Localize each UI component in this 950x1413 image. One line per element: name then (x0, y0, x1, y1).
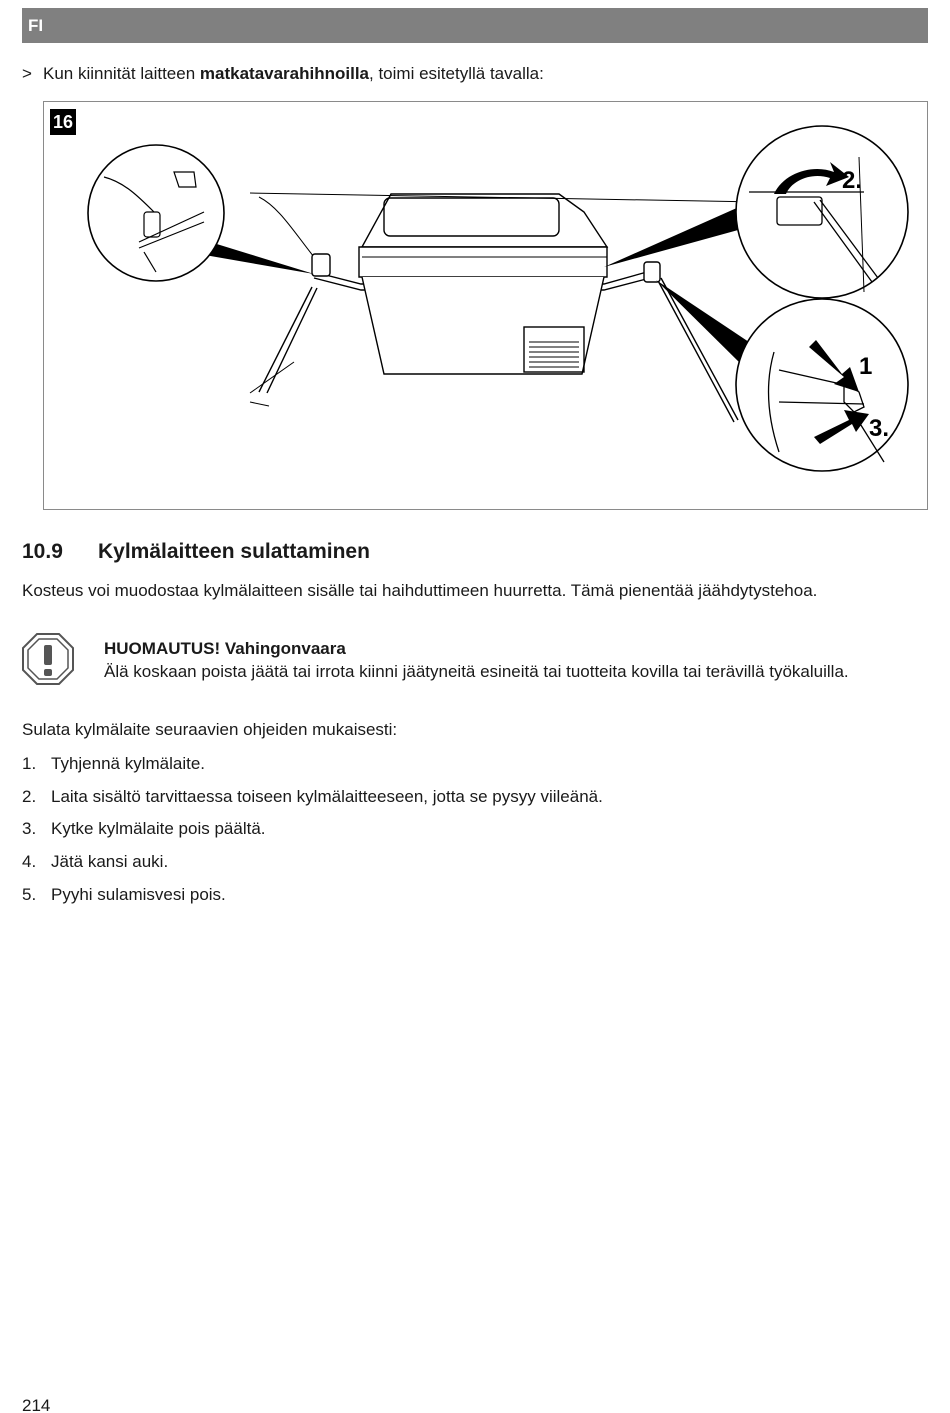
zoom-circle-left (88, 145, 224, 281)
section-title-text: Kylmälaitteen sulattaminen (98, 540, 370, 563)
list-item (22, 785, 603, 809)
callout-step-3: 3. (869, 415, 890, 442)
instructions-intro: Sulata kylmälaite seuraavien ohjeiden mukaisesti: (22, 720, 398, 739)
notice-text: Älä koskaan poista jäätä tai irrota kiinni jäätyneitä esineitä tai tuotteita kovilla tai terävillä työkaluilla. (104, 662, 849, 681)
zoom-circle-top-right (736, 126, 908, 298)
list-item (22, 850, 168, 874)
list-item (22, 817, 266, 841)
list-item (22, 883, 226, 907)
figure-number-badge: 16 (50, 109, 76, 135)
bullet-chevron: > (22, 64, 32, 83)
notice-title: HUOMAUTUS! Vahingonvaara (104, 639, 346, 658)
intro-instruction (22, 62, 544, 86)
language-header-bar (22, 8, 928, 43)
description-paragraph: Kosteus voi muodostaa kylmälaitteen sisälle tai haihduttimeen huurretta. Tämä pienentää jäähdytystehoa. (22, 581, 818, 600)
step-number: 4. (22, 852, 37, 871)
section-number: 10.9 (22, 540, 63, 563)
zoom-circle-bottom-right (736, 299, 908, 471)
step-number: 3. (22, 819, 37, 838)
warning-exclamation-icon (22, 633, 74, 685)
step-text: Pyyhi sulamisvesi pois. (51, 885, 226, 904)
figure-16-illustration (43, 101, 928, 510)
step-text: Laita sisältö tarvittaessa toiseen kylmälaitteeseen, jotta se pysyy viileänä. (51, 787, 603, 806)
step-text: Jätä kansi auki. (51, 852, 169, 871)
section-heading (22, 538, 370, 566)
intro-text-after: , toimi esitetyllä tavalla: (369, 64, 544, 83)
callout-step-2: 2. (842, 167, 863, 194)
list-item (22, 752, 205, 776)
intro-text-bold: matkatavarahihnoilla (199, 64, 370, 83)
cooler-strap-illustration (44, 102, 929, 511)
callout-step-1: 1 (859, 353, 873, 380)
page-number: 214 (22, 1396, 51, 1413)
language-code: FI (28, 16, 44, 35)
step-number: 5. (22, 885, 37, 904)
step-number: 1. (22, 754, 37, 773)
step-number: 2. (22, 787, 37, 806)
intro-text-before: Kun kiinnität laitteen (43, 64, 200, 83)
step-text: Kytke kylmälaite pois päältä. (51, 819, 266, 838)
step-text: Tyhjennä kylmälaite. (51, 754, 206, 773)
